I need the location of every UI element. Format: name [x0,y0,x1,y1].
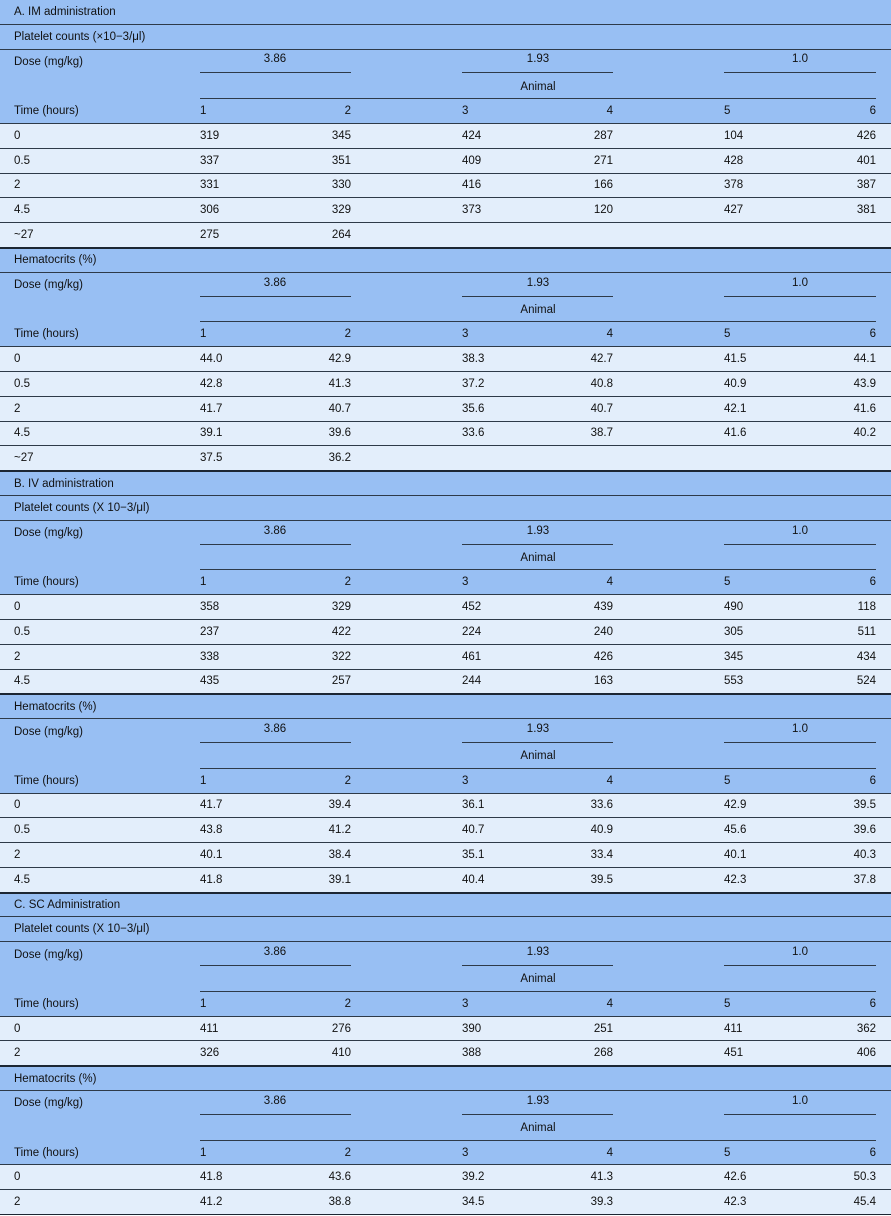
measure-header-row [0,917,891,942]
value-cell: 373 [462,204,482,217]
animal-id: 3 [462,1146,469,1159]
dose-value: 1.0 [792,946,808,959]
value-cell: 422 [331,625,351,638]
measure-header-row [0,25,891,50]
value-cell: 319 [200,129,220,142]
value-cell: 41.6 [724,427,747,440]
dose-group-rule [200,72,351,73]
value-cell: 40.9 [590,824,613,837]
value-cell: 329 [331,601,351,614]
time-cell: 2 [14,179,21,192]
dose-label: Dose (mg/kg) [14,1097,84,1110]
time-header-row [0,769,891,794]
value-cell: 358 [200,601,220,614]
value-cell: 34.5 [462,1196,485,1209]
value-cell: 40.2 [853,427,876,440]
value-cell: 41.3 [590,1171,613,1184]
value-cell: 45.6 [724,824,747,837]
animal-id: 3 [462,997,469,1010]
value-cell: 387 [856,179,876,192]
animal-id: 6 [869,997,876,1010]
dose-group-rule [724,296,876,297]
measure-title: Platelet counts (×10−3/μl) [14,30,146,43]
measure-title: Hematocrits (%) [14,1072,97,1085]
table-row [0,818,891,843]
animal-row [0,298,891,323]
animal-id: 5 [724,1146,731,1159]
animal-id: 2 [344,1146,351,1159]
value-cell: 461 [462,650,482,663]
dose-value: 1.0 [792,722,808,735]
animal-id: 1 [200,105,207,118]
dose-row [0,719,891,744]
time-header-row [0,322,891,347]
value-cell: 490 [724,601,744,614]
animal-id: 4 [606,997,613,1010]
value-cell: 37.8 [853,873,876,886]
value-cell: 381 [856,204,876,217]
value-cell: 40.4 [462,873,485,886]
value-cell: 378 [724,179,744,192]
dose-group-rule [200,965,351,966]
value-cell: 42.7 [590,353,613,366]
value-cell: 345 [724,650,744,663]
dose-group-rule [200,1114,351,1115]
value-cell: 166 [593,179,613,192]
table-row [0,174,891,199]
value-cell: 251 [593,1022,613,1035]
time-cell: 0 [14,601,21,614]
time-cell: ~27 [14,229,34,242]
value-cell: 40.7 [328,402,351,415]
value-cell: 416 [462,179,482,192]
table-row [0,843,891,868]
measure-title: Hematocrits (%) [14,700,97,713]
table-row [0,645,891,670]
value-cell: 511 [857,625,876,638]
value-cell: 40.3 [853,848,876,861]
time-cell: 0 [14,353,21,366]
time-cell: 0 [14,1022,21,1035]
table-row [0,794,891,819]
dose-row [0,273,891,298]
time-label: Time (hours) [14,105,79,118]
dose-group-rule [200,544,351,545]
value-cell: 439 [593,601,613,614]
time-label: Time (hours) [14,774,79,787]
dose-group-rule [724,1114,876,1115]
time-cell: 0.5 [14,625,30,638]
value-cell: 40.9 [724,377,747,390]
animal-id: 2 [344,105,351,118]
value-cell: 268 [593,1047,613,1060]
value-cell: 41.7 [200,799,223,812]
animal-row [0,546,891,571]
animal-id: 3 [462,105,469,118]
section-title: C. SC Administration [14,899,121,912]
value-cell: 41.6 [853,402,876,415]
animal-id: 5 [724,328,731,341]
animal-label: Animal [520,750,556,763]
animal-id: 4 [606,328,613,341]
time-cell: 4.5 [14,427,30,440]
table-row [0,223,891,248]
table-row [0,868,891,893]
animal-id: 6 [869,105,876,118]
time-label: Time (hours) [14,328,79,341]
animal-label: Animal [520,1122,556,1135]
time-cell: 4.5 [14,873,30,886]
dose-label: Dose (mg/kg) [14,527,84,540]
value-cell: 406 [856,1047,876,1060]
time-cell: ~27 [14,452,34,465]
dose-label: Dose (mg/kg) [14,948,84,961]
value-cell: 41.8 [200,1171,223,1184]
value-cell: 118 [857,601,876,614]
dose-row [0,50,891,75]
value-cell: 434 [856,650,876,663]
dose-group-rule [200,742,351,743]
value-cell: 43.6 [328,1171,351,1184]
value-cell: 322 [331,650,351,663]
dose-group-rule [462,72,613,73]
value-cell: 287 [593,129,613,142]
time-header-row [0,992,891,1017]
value-cell: 40.8 [590,377,613,390]
value-cell: 39.4 [328,799,351,812]
value-cell: 42.1 [724,402,747,415]
value-cell: 411 [200,1022,219,1035]
dose-value: 1.93 [526,276,550,289]
value-cell: 41.5 [724,353,747,366]
dose-group-rule [724,544,876,545]
section-header-row [0,0,891,25]
value-cell: 43.8 [200,824,223,837]
animal-id: 5 [724,997,731,1010]
animal-id: 4 [606,105,613,118]
dose-value: 3.86 [263,1094,287,1107]
time-header-row [0,1141,891,1166]
dose-value: 3.86 [263,276,287,289]
time-cell: 0 [14,1171,21,1184]
dose-row [0,942,891,967]
value-cell: 224 [462,625,482,638]
value-cell: 362 [856,1022,876,1035]
table-row [0,595,891,620]
dose-group-rule [724,742,876,743]
table-row [0,446,891,471]
animal-id: 1 [200,997,207,1010]
animal-id: 6 [869,328,876,341]
measure-header-row [0,496,891,521]
time-cell: 2 [14,1047,21,1060]
dose-value: 1.93 [526,946,550,959]
value-cell: 331 [200,179,220,192]
value-cell: 163 [593,675,613,688]
animal-id: 4 [606,1146,613,1159]
value-cell: 524 [856,675,876,688]
value-cell: 42.9 [724,799,747,812]
animal-label: Animal [520,80,556,93]
value-cell: 257 [331,675,351,688]
dose-group-rule [462,544,613,545]
value-cell: 388 [462,1047,482,1060]
animal-id: 1 [200,1146,207,1159]
animal-id: 2 [344,997,351,1010]
animal-label: Animal [520,973,556,986]
value-cell: 39.5 [853,799,876,812]
dose-value: 1.93 [526,524,550,537]
value-cell: 39.6 [328,427,351,440]
measure-header-row [0,694,891,719]
value-cell: 409 [462,154,482,167]
value-cell: 426 [856,129,876,142]
value-cell: 104 [724,129,744,142]
value-cell: 451 [724,1047,744,1060]
value-cell: 345 [331,129,351,142]
value-cell: 42.3 [724,1196,747,1209]
value-cell: 329 [331,204,351,217]
dose-group-rule [724,72,876,73]
value-cell: 36.1 [462,799,485,812]
value-cell: 330 [331,179,351,192]
dose-label: Dose (mg/kg) [14,279,84,292]
animal-id: 3 [462,328,469,341]
value-cell: 426 [593,650,613,663]
value-cell: 40.1 [724,848,747,861]
value-cell: 41.8 [200,873,223,886]
animal-id: 5 [724,576,731,589]
value-cell: 305 [724,625,744,638]
value-cell: 41.7 [200,402,223,415]
dose-value: 1.0 [792,276,808,289]
time-cell: 0.5 [14,377,30,390]
dose-group-rule [200,296,351,297]
value-cell: 44.1 [853,353,876,366]
animal-id: 4 [606,576,613,589]
dose-value: 1.93 [526,1094,550,1107]
value-cell: 35.1 [462,848,485,861]
value-cell: 43.9 [853,377,876,390]
value-cell: 452 [462,601,482,614]
dose-value: 3.86 [263,53,287,66]
table-row [0,620,891,645]
value-cell: 36.2 [328,452,351,465]
value-cell: 40.7 [462,824,485,837]
animal-row [0,967,891,992]
value-cell: 33.6 [590,799,613,812]
value-cell: 35.6 [462,402,485,415]
value-cell: 39.5 [590,873,613,886]
value-cell: 38.4 [328,848,351,861]
time-label: Time (hours) [14,576,79,589]
animal-label: Animal [520,551,556,564]
dose-value: 1.0 [792,53,808,66]
animal-id: 5 [724,774,731,787]
value-cell: 42.3 [724,873,747,886]
value-cell: 33.6 [462,427,485,440]
time-cell: 2 [14,848,21,861]
dose-value: 1.0 [792,524,808,537]
table-row [0,670,891,695]
value-cell: 240 [593,625,613,638]
dose-group-rule [724,965,876,966]
dose-label: Dose (mg/kg) [14,725,84,738]
value-cell: 244 [462,675,482,688]
table-row [0,198,891,223]
time-label: Time (hours) [14,997,79,1010]
value-cell: 39.1 [200,427,223,440]
value-cell: 40.1 [200,848,223,861]
time-cell: 2 [14,650,21,663]
dose-value: 1.0 [792,1094,808,1107]
animal-id: 2 [344,576,351,589]
value-cell: 337 [200,154,220,167]
dose-label: Dose (mg/kg) [14,55,84,68]
time-header-row [0,99,891,124]
value-cell: 435 [200,675,220,688]
value-cell: 424 [462,129,482,142]
animal-id: 5 [724,105,731,118]
value-cell: 45.4 [853,1196,876,1209]
dose-value: 3.86 [263,946,287,959]
animal-id: 3 [462,774,469,787]
value-cell: 33.4 [590,848,613,861]
dose-value: 3.86 [263,722,287,735]
measure-header-row [0,1066,891,1091]
value-cell: 41.2 [200,1196,223,1209]
measure-title: Platelet counts (X 10−3/μl) [14,501,150,514]
time-label: Time (hours) [14,1146,79,1159]
value-cell: 275 [200,229,220,242]
animal-id: 3 [462,576,469,589]
animal-id: 1 [200,328,207,341]
animal-label: Animal [520,303,556,316]
value-cell: 42.9 [328,353,351,366]
value-cell: 401 [856,154,876,167]
value-cell: 306 [200,204,220,217]
section-header-row [0,471,891,496]
value-cell: 37.5 [200,452,223,465]
measure-title: Hematocrits (%) [14,254,97,267]
time-cell: 0 [14,799,21,812]
value-cell: 427 [724,204,744,217]
value-cell: 44.0 [200,353,223,366]
measure-header-row [0,248,891,273]
time-cell: 0.5 [14,154,30,167]
time-cell: 0 [14,129,21,142]
dose-value: 1.93 [526,53,550,66]
table-row [0,422,891,447]
dose-group-rule [462,296,613,297]
table-row [0,347,891,372]
table-row [0,1041,891,1066]
value-cell: 553 [724,675,744,688]
value-cell: 390 [462,1022,482,1035]
time-header-row [0,570,891,595]
animal-id: 4 [606,774,613,787]
animal-row [0,74,891,99]
value-cell: 411 [724,1022,743,1035]
dose-group-rule [462,965,613,966]
time-cell: 0.5 [14,824,30,837]
dose-group-rule [462,742,613,743]
value-cell: 428 [724,154,744,167]
table-row [0,1165,891,1190]
value-cell: 39.1 [328,873,351,886]
table-row [0,1017,891,1042]
animal-row [0,744,891,769]
dose-group-rule [462,1114,613,1115]
animal-row [0,1116,891,1141]
table-row [0,372,891,397]
value-cell: 38.3 [462,353,485,366]
table-row [0,149,891,174]
value-cell: 37.2 [462,377,485,390]
animal-id: 6 [869,1146,876,1159]
value-cell: 351 [331,154,351,167]
value-cell: 120 [593,204,613,217]
time-cell: 2 [14,1196,21,1209]
value-cell: 326 [200,1047,220,1060]
value-cell: 338 [200,650,220,663]
value-cell: 50.3 [853,1171,876,1184]
dose-value: 1.93 [526,722,550,735]
value-cell: 40.7 [590,402,613,415]
value-cell: 237 [200,625,220,638]
section-title: B. IV administration [14,477,114,490]
value-cell: 41.3 [328,377,351,390]
value-cell: 38.8 [328,1196,351,1209]
animal-id: 2 [344,328,351,341]
measure-title: Platelet counts (X 10−3/μl) [14,923,150,936]
dose-value: 3.86 [263,524,287,537]
dose-row [0,521,891,546]
value-cell: 39.2 [462,1171,485,1184]
time-cell: 4.5 [14,204,30,217]
value-cell: 264 [331,229,351,242]
table-row [0,124,891,149]
animal-id: 6 [869,576,876,589]
value-cell: 271 [593,154,613,167]
value-cell: 42.8 [200,377,223,390]
time-cell: 2 [14,402,21,415]
value-cell: 39.3 [590,1196,613,1209]
time-cell: 4.5 [14,675,30,688]
table-row [0,397,891,422]
value-cell: 410 [331,1047,351,1060]
animal-id: 6 [869,774,876,787]
dose-row [0,1091,891,1116]
value-cell: 41.2 [328,824,351,837]
animal-id: 2 [344,774,351,787]
value-cell: 39.6 [853,824,876,837]
value-cell: 42.6 [724,1171,747,1184]
animal-id: 1 [200,576,207,589]
animal-id: 1 [200,774,207,787]
value-cell: 38.7 [590,427,613,440]
section-title: A. IM administration [14,5,116,18]
table-row [0,1190,891,1215]
section-header-row [0,893,891,918]
value-cell: 276 [331,1022,351,1035]
